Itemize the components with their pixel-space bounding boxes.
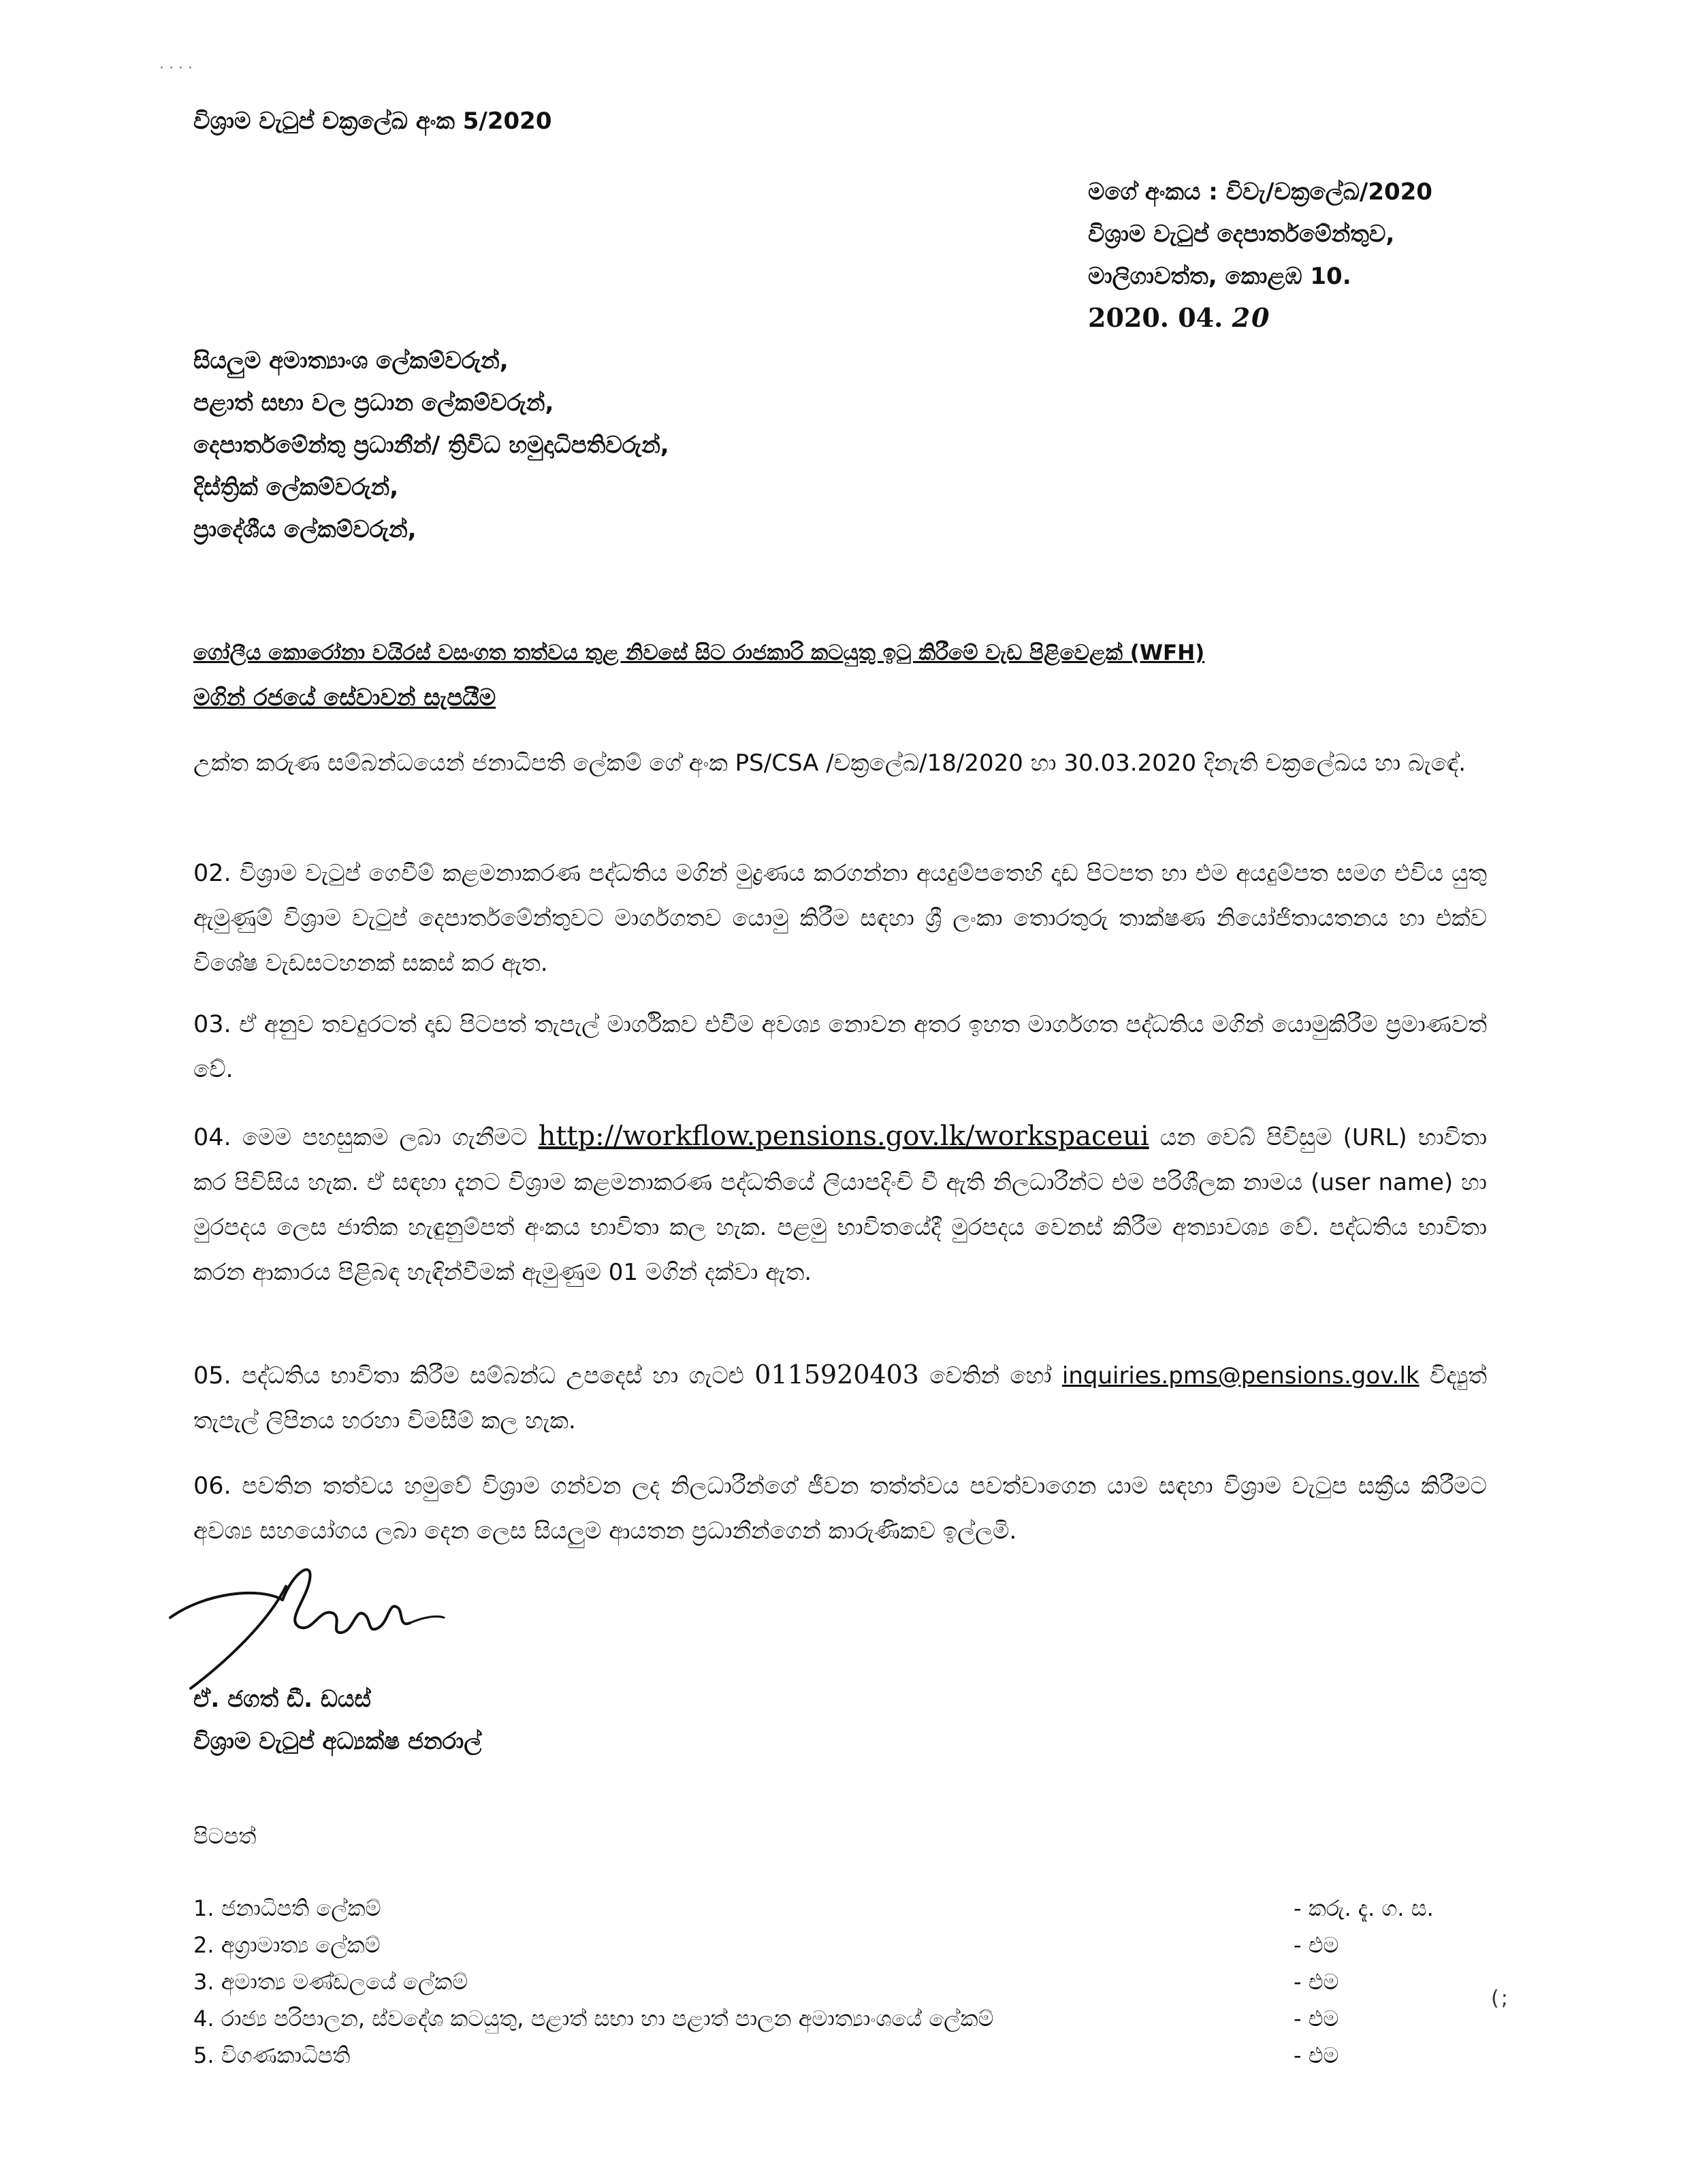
paragraph-text: වෙතින් හෝ bbox=[919, 1362, 1062, 1390]
inquiries-email-link[interactable]: inquiries.pms@pensions.gov.lk bbox=[1061, 1362, 1420, 1390]
copy-note: - එම bbox=[1294, 1969, 1339, 1995]
paragraph-number: 04. bbox=[193, 1124, 231, 1151]
paragraph-text: මෙම පහසුකම ලබා ගැනීමට bbox=[231, 1124, 539, 1151]
paragraph-4 bbox=[193, 1114, 1487, 1295]
date-printed: 2020. 04. bbox=[1088, 302, 1232, 333]
paragraph-number: 05. bbox=[193, 1362, 231, 1390]
copies-heading: පිටපත් bbox=[193, 1823, 257, 1849]
recipient-line: දිස්ත්‍රික් ලේකම්වරුන්, bbox=[193, 474, 399, 501]
paragraph-1: උක්ත කරුණ සම්බන්ධයෙන් ජනාධිපති ලේකම් ගේ අංක PS/CSA /චක්‍රලේඛ/18/2020 හා 30.03.2020 දිනැති චක්‍රලේඛය හා බැඳේ. bbox=[193, 750, 1466, 777]
paragraph-text: යන වෙබ් පිවිසුම (URL) භාවිතා කර පිවිසිය හැක. ඒ සඳහා දැනට විශ්‍රාම කළමනාකරණ පද්ධතියේ ලියාපදිංචි වී ඇති නිලධාරීන්ට එම පරිශීලක නාමය (user name) හා මුරපදය ලෙස ජාතික හැඳුනුම්පත් අංකය භාවිතා කල හැක. පළමු භාවිතයේදී මුරපදය වෙනස් කිරීම අත්‍යාවශ්‍ය වේ. පද්ධතිය භාවිතා කරන ආකාරය පිළිබඳ හැඳින්වීමක් ඇමුණුම 01 මගින් දක්වා ඇත. bbox=[193, 1124, 1487, 1286]
paragraph-text: විද්‍යුත් තැපැල් ලිපිනය හරහා විමසීම් කල හැක. bbox=[193, 1362, 1487, 1434]
sender-address: මාලිගාවත්ත, කොළඹ 10. bbox=[1088, 263, 1351, 290]
copy-note: - කරු. දැ. ග. ස. bbox=[1294, 1895, 1434, 1921]
recipient-line: දෙපාර්තමේන්තු ප්‍රධානීන්/ ත්‍රිවිධ හමුදාධිපතිවරුන්, bbox=[193, 432, 669, 459]
signatory-title: විශ්‍රාම වැටුප් අධ්‍යක්ෂ ජනරාල් bbox=[193, 1728, 482, 1755]
sender-reference: මගේ අංකය : විවැ/චක්‍රලේඛ/2020 bbox=[1088, 178, 1432, 206]
copy-recipient: 3. අමාත්‍ය මණ්ඩලයේ ලේකම් bbox=[193, 1969, 468, 1995]
paragraph-text: විශ්‍රාම වැටුප් ගෙවීම් කළමනාකරණ පද්ධතිය මගින් මුද්‍රණය කරගන්නා අයදුම්පතෙහි දෘඩ පිටපත හා එම අයදුම්පත සමග එවිය යුතු ඇමුණුම් විශ්‍රාම වැටුප් දෙපාර්තමේන්තුවට මාර්ගගතව යොමු කිරීම සඳහා ශ්‍රී ලංකා තොරතුරු තාක්ෂණ නියෝජිතායතනය හා එක්ව විශේෂ වැඩසටහනක් සකස් කර ඇත. bbox=[193, 860, 1487, 977]
recipient-line: ප්‍රාදේශීය ලේකම්වරුන්, bbox=[193, 516, 417, 543]
copy-recipient: 5. විගණකාධිපති bbox=[193, 2042, 351, 2068]
paragraph-5 bbox=[193, 1352, 1487, 1443]
copy-note: - එම bbox=[1294, 2006, 1339, 2032]
subject-line-2: මගින් රජයේ සේවාවන් සැපයීම bbox=[193, 684, 496, 711]
recipient-line: පළාත් සභා වල ප්‍රධාන ලේකම්වරුන්, bbox=[193, 389, 554, 417]
scan-mark: · · · · bbox=[159, 60, 193, 77]
subject-line-1: ගෝලීය කොරෝනා වයිරස් වසංගත තත්වය තුළ නිවසේ සිට රාජකාරි කටයුතු ඉටු කිරීමේ වැඩ පිළිවෙළක් (WFH) bbox=[193, 641, 1205, 665]
date-handwritten: 20 bbox=[1232, 302, 1271, 333]
sender-date bbox=[1088, 302, 1270, 333]
workflow-url-link[interactable]: http://workflow.pensions.gov.lk/workspaceui bbox=[538, 1121, 1149, 1152]
paragraph-number: 02. bbox=[193, 860, 231, 887]
subject-heading bbox=[193, 630, 1487, 720]
recipient-line: සියලුම අමාත්‍යාංශ ලේකම්වරුන්, bbox=[193, 347, 509, 374]
paragraph-number: 06. bbox=[193, 1473, 231, 1500]
signatory-name: ඒ. ජගත් ඩී. ඩයස් bbox=[193, 1686, 371, 1713]
paragraph-6 bbox=[193, 1464, 1487, 1554]
paragraph-number: 03. bbox=[193, 1011, 231, 1038]
sender-department: විශ්‍රාම වැටුප් දෙපාර්තමේන්තුව, bbox=[1088, 221, 1395, 248]
copy-recipient: 4. රාජ්‍ය පරිපාලන, ස්වදේශ කටයුතු, පළාත් සභා හා පළාත් පාලන අමාත්‍යාංශයේ ලේකම් bbox=[193, 2006, 994, 2032]
copy-note: - එම bbox=[1294, 2042, 1339, 2068]
paragraph-text: පවතින තත්වය හමුවේ විශ්‍රාම ගන්වන ලද නිලධාරීන්ගේ ජීවන තත්ත්වය පවත්වාගෙන යාම සඳහා විශ්‍රාම වැටුප සක්‍රීය කිරීමට අවශ්‍ය සහයෝගය ලබා දෙන ලෙස සියලුම ආයතන ප්‍රධානීන්ගෙන් කාරුණිකව ඉල්ලමි. bbox=[193, 1473, 1487, 1545]
margin-mark: ( ; bbox=[1491, 1987, 1508, 2010]
copy-recipient: 1. ජනාධිපති ලේකම් bbox=[193, 1895, 381, 1921]
handwritten-signature bbox=[163, 1552, 449, 1702]
paragraph-text: පද්ධතිය භාවිතා කිරීම සම්බන්ධ උපදෙස් හා ගැටළු bbox=[231, 1362, 755, 1390]
copy-recipient: 2. අග්‍රාමාත්‍ය ලේකම් bbox=[193, 1932, 381, 1958]
paragraph-3 bbox=[193, 1002, 1487, 1092]
phone-number: 0115920403 bbox=[754, 1360, 919, 1390]
paragraph-2 bbox=[193, 851, 1487, 986]
circular-title: විශ්‍රාම වැටුප් චක්‍රලේඛ අංක 5/2020 bbox=[193, 108, 552, 135]
paragraph-text: ඒ අනුව තවදුරටත් දෘඩ පිටපත් තැපැල් මාර්ගිකව එවීම අවශ්‍ය නොවන අතර ඉහත මාර්ගගත පද්ධතිය මගින් යොමුකිරීම ප්‍රමාණවත් වේ. bbox=[193, 1011, 1487, 1083]
copy-note: - එම bbox=[1294, 1932, 1339, 1958]
